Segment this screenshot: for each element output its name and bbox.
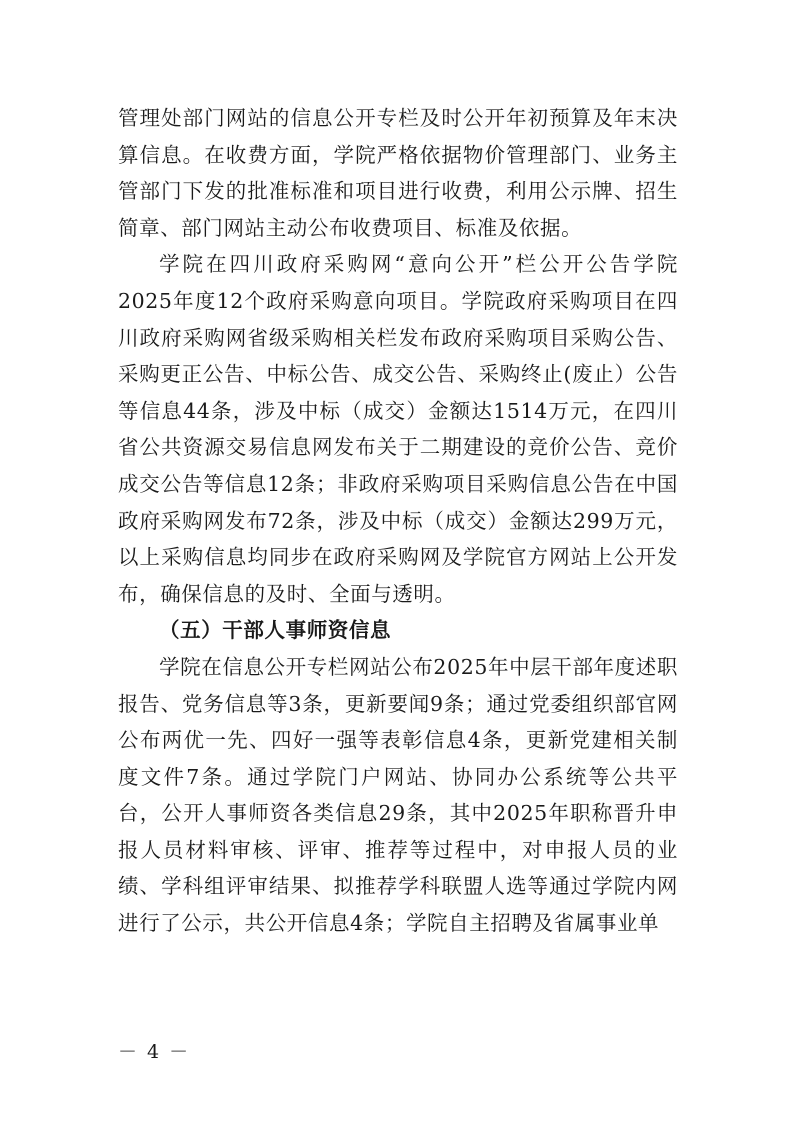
page-number: － 4 － [118, 1041, 191, 1063]
document-page [118, 100, 678, 942]
paragraph-procurement: 学院在四川政府采购网“意向公开”栏公开公告学院2025年度12个政府采购意向项目。学院政府采购项目在四川政府采购网省级采购相关栏发布政府采购项目采购公告、采购更正公告、中标公告、成交公告、采购终止(废止）公告等信息44条，涉及中标（成交）金额达1514万元，在四川省公共资源交易信息网发布关于二期建设的竞价公告、竞价成交公告等信息12条；非政府采购项目采购信息公告在中国政府采购网发布72条，涉及中标（成交）金额达299万元，以上采购信息均同步在政府采购网及学院官方网站上公开发布，确保信息的及时、全面与透明。 [118, 252, 678, 606]
paragraph-fee-disclosure: 管理处部门网站的信息公开专栏及时公开年初预算及年末决算信息。在收费方面，学院严格依据物价管理部门、业务主管部门下发的批准标准和项目进行收费，利用公示牌、招生简章、部门网站主动公布收费项目、标准及依据。 [118, 106, 678, 240]
section-heading: （五）干部人事师资信息 [159, 618, 392, 643]
paragraph-personnel: 学院在信息公开专栏网站公布2025年中层干部年度述职报告、党务信息等3条，更新要闻9条；通过党委组织部官网公布两优一先、四好一强等表彰信息4条，更新党建相关制度文件7条。通过学院门户网站、协同办公系统等公共平台，公开人事师资各类信息29条，其中2025年职称晋升申报人员材料审核、评审、推荐等过程中，对申报人员的业绩、学科组评审结果、拟推荐学科联盟人选等通过学院内网进行了公示，共公开信息4条；学院自主招聘及省属事业单 [118, 654, 678, 936]
